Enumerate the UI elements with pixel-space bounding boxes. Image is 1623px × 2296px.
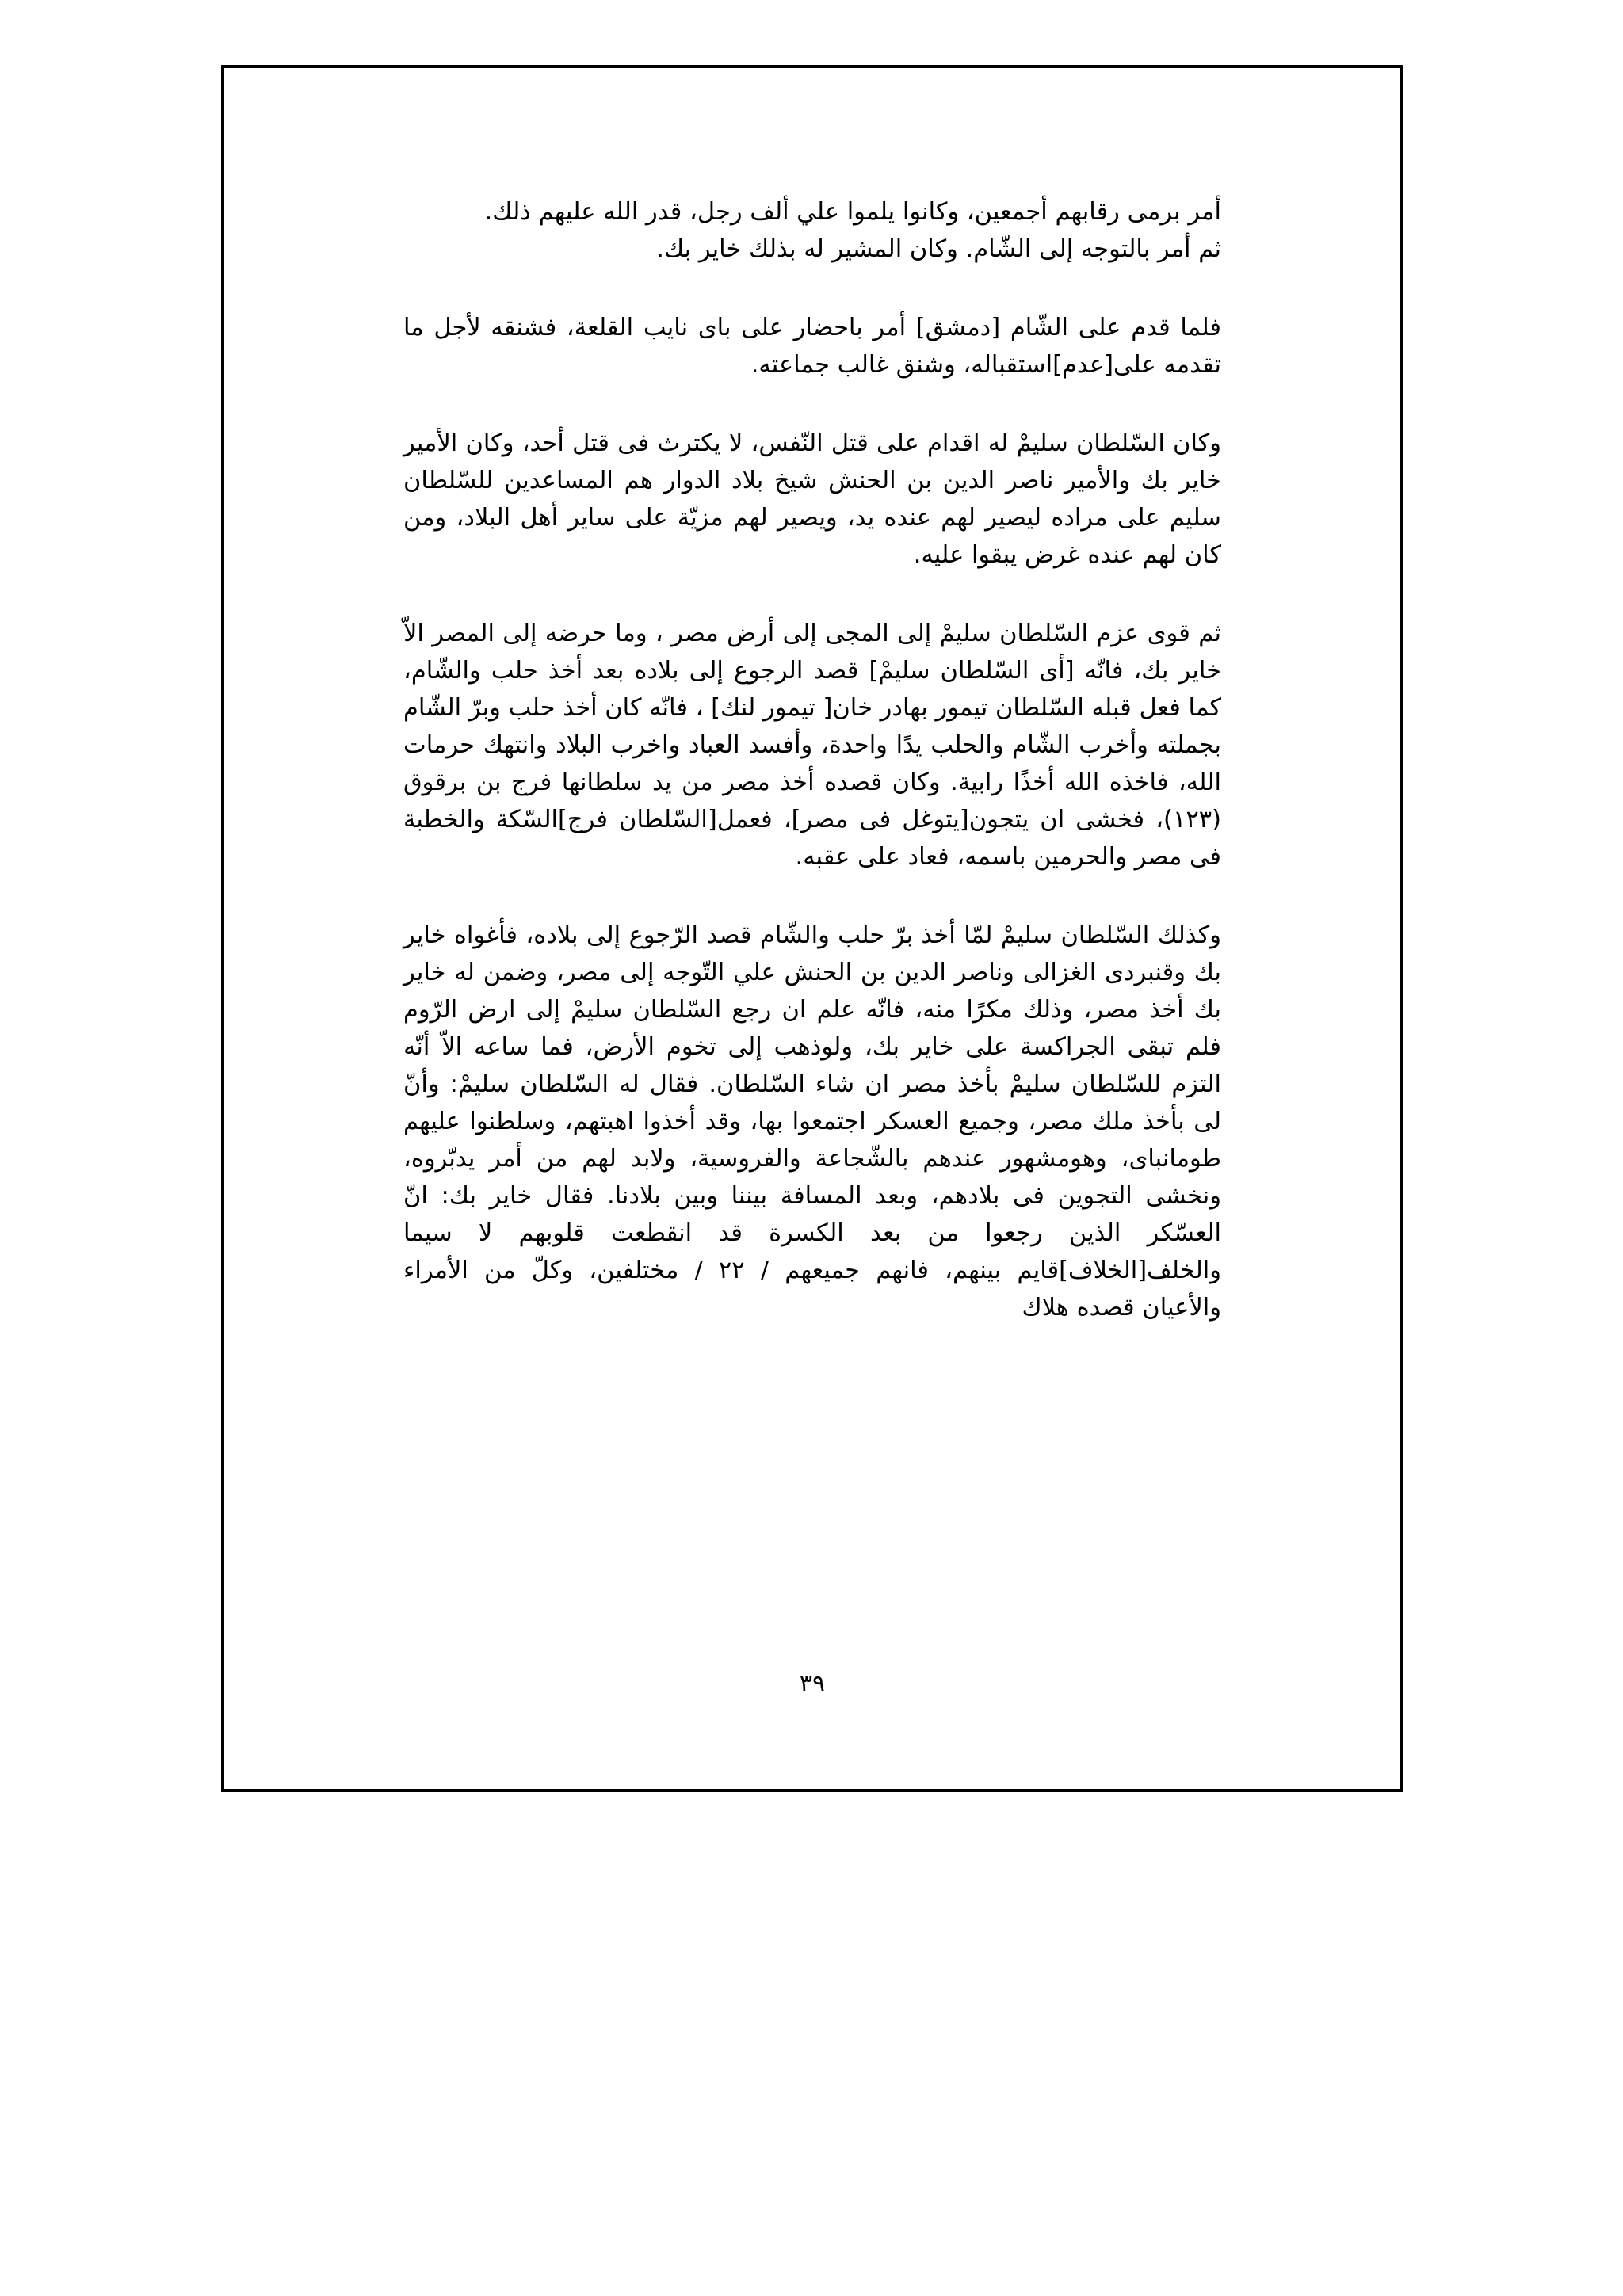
paragraph-1 bbox=[403, 193, 1221, 268]
paragraph-line: فلما قدم على الشّام [دمشق] أمر باحضار على باى نايب القلعة، فشنقه لأجل ما تقدمه على[عدم]استقباله، وشنق غالب جماعته. bbox=[403, 314, 1221, 379]
paragraph-2 bbox=[403, 309, 1221, 383]
paragraph-line: وكذلك السّلطان سليمْ لمّا أخذ برّ حلب والشّام قصد الرّجوع إلى بلاده، فأغواه خاير بك وقنبردى الغزالى وناصر الدين بن الحنش علي التّوجه إلى مصر، وضمن له خاير بك أخذ مصر، وذلك مكرًا منه، فانّه علم ان رجع السّلطان سليمْ إلى ارض الرّوم فلم تبقى الجراكسة على خاير بك، ولوذهب إلى تخوم الأرض، فما ساعه الاّ أنّه التزم للسّلطان سليمْ بأخذ مصر ان شاء السّلطان. فقال له السّلطان سليمْ: وأنّ لى بأخذ ملك مصر، وجميع العسكر اجتمعوا بها، وقد أخذوا اهبتهم، وسلطنوا عليهم طومانباى، وهومشهور عندهم بالشّجاعة والفروسية، ولابد لهم من أمر يدبّروه، ونخشى التجوين فى بلادهم، وبعد المسافة بيننا وبين بلادنا. فقال خاير بك: انّ العسّكر الذين رجعوا من بعد الكسرة قد انقطعت قلوبهم لا سيما والخلف[الخلاف]قايم بينهم، فانهم جميعهم / ٢٢ / مختلفين، وكلّ من الأمراء والأعيان قصده هلاك bbox=[403, 921, 1221, 1322]
paragraph-line: أمر برمى رقابهم أجمعين، وكانوا يلموا علي ألف رجل، قدر الله عليهم ذلك. bbox=[484, 198, 1221, 226]
page-number: ٣٩ bbox=[799, 1670, 826, 1698]
paragraph-line: وكان السّلطان سليمْ له اقدام على قتل النّفس، لا يكترث فى قتل أحد، وكان الأمير خاير بك والأمير ناصر الدين بن الحنش شيخ بلاد الدوار هم المساعدين للسّلطان سليم على مراده ليصير لهم عنده يد، ويصير لهم مزيّة على ساير أهل البلاد، ومن كان لهم عنده غرض يبقوا عليه. bbox=[403, 429, 1221, 569]
paragraph-4 bbox=[403, 615, 1221, 875]
text-column bbox=[403, 193, 1221, 1326]
paragraph-5 bbox=[403, 917, 1221, 1326]
paragraph-line: ثم قوى عزم السّلطان سليمْ إلى المجى إلى أرض مصر ، وما حرضه إلى المصر الاّ خاير بك، فانّه [أى السّلطان سليمْ] قصد الرجوع إلى بلاده بعد أخذ حلب والشّام، كما فعل قبله السّلطان تيمور بهادر خان[ تيمور لنك] ، فانّه كان أخذ حلب وبرّ الشّام بجملته وأخرب الشّام والحلب يدًا واحدة، وأفسد العباد واخرب البلاد وانتهك حرمات الله، فاخذه الله أخذًا رابية. وكان قصده أخذ مصر من يد سلطانها فرج بن برقوق (١٢٣)، فخشى ان يتجون[يتوغل فى مصر]، فعمل[السّلطان فرج]السّكة والخطبة فى مصر والحرمين باسمه، فعاد على عقبه. bbox=[403, 620, 1221, 871]
paragraph-3 bbox=[403, 425, 1221, 574]
page-frame bbox=[221, 65, 1403, 1792]
paragraph-line: ثم أمر بالتوجه إلى الشّام. وكان المشير له بذلك خاير بك. bbox=[656, 235, 1221, 263]
